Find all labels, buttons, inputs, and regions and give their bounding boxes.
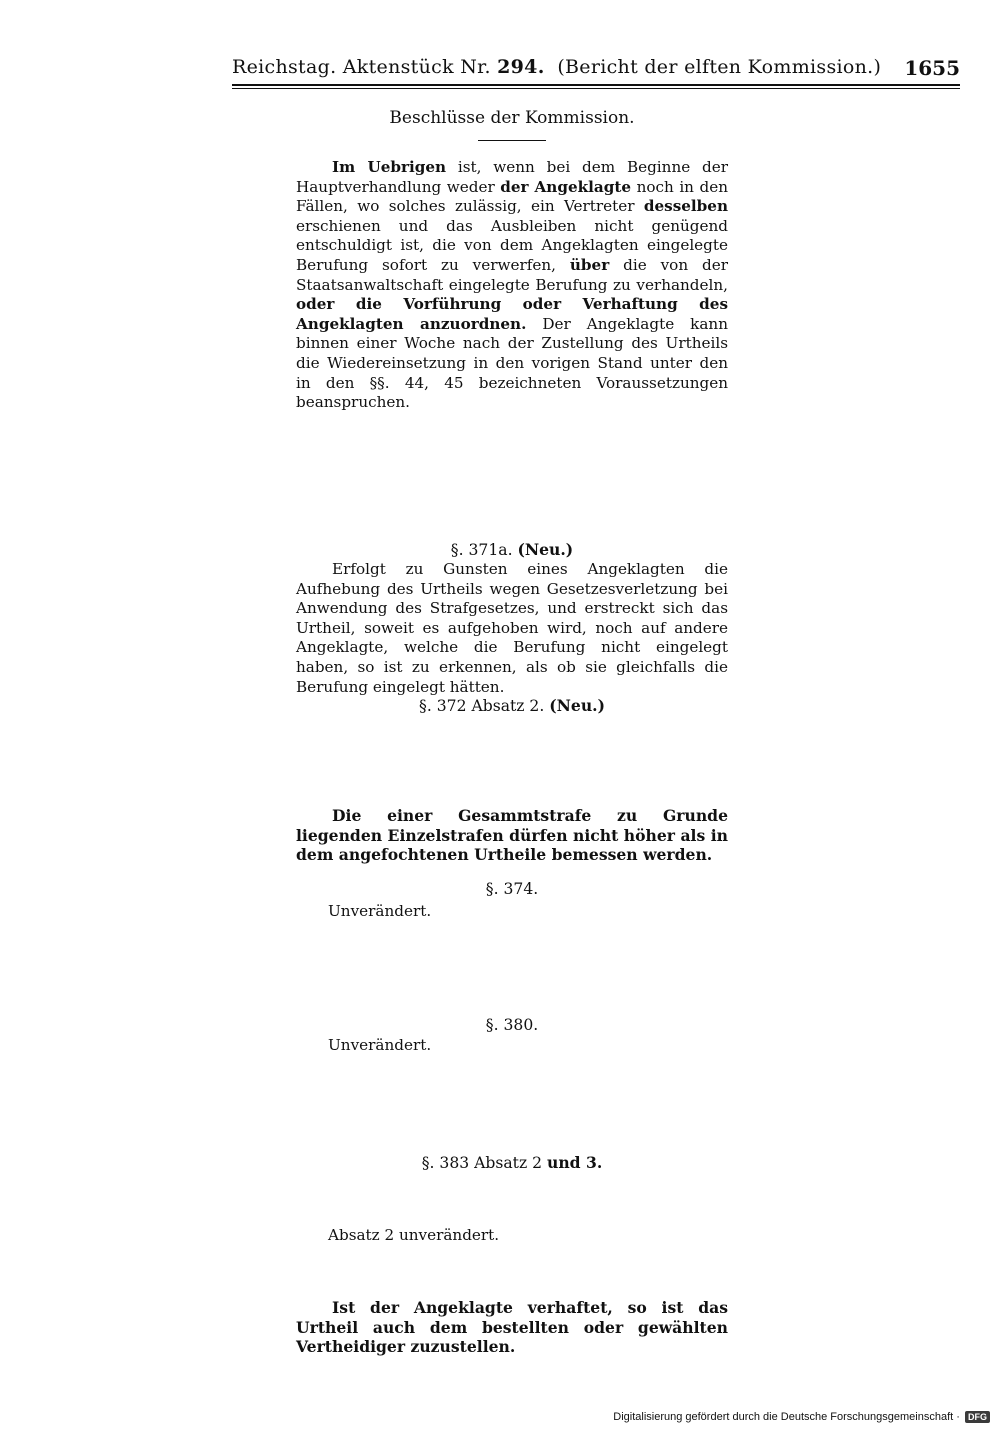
section-number: §. 383 Absatz 2 [421, 1154, 547, 1172]
header-rule-thin [232, 88, 960, 89]
text-run: Der Angeklagte kann binnen einer Woche nach der Zustellung des Urtheils die Wiedereinsetzung in den vorigen Stand unter den in den §§. 44, 45 bezeichneten Voraussetzungen beanspruchen. [296, 314, 728, 412]
bold-run: und 3. [547, 1153, 603, 1172]
section-heading-380: §. 380. [485, 1016, 539, 1034]
text-run: ist, wenn bei dem Beginne der Hauptverhandlung weder [296, 158, 728, 196]
section-number: §. 371a. [450, 541, 518, 559]
paragraph-380: Unverändert. [328, 1036, 432, 1054]
footer-text: Digitalisierung gefördert durch die Deutsche Forschungsgemeinschaft · [613, 1411, 960, 1423]
section-heading-371a [296, 540, 728, 561]
page-number: 1655 [904, 56, 960, 80]
running-title-pre: Reichstag. Aktenstück Nr. [232, 56, 498, 78]
section-heading-372 [296, 696, 728, 717]
running-title-post: (Bericht der elften Kommission.) [557, 56, 882, 78]
section-heading-374: §. 374. [485, 880, 539, 898]
title-rule [478, 140, 546, 141]
document-number: 294. [497, 56, 545, 78]
text-run: noch in den Fällen, wo solches zulässig, ein Vertreter [296, 177, 728, 216]
new-tag: (Neu.) [549, 696, 605, 715]
bold-run: der Angeklagte [500, 177, 632, 196]
section-title: Beschlüsse der Kommission. [389, 108, 635, 128]
digitization-footer [613, 1411, 990, 1423]
paragraph-371a: Erfolgt zu Gunsten eines Angeklagten die Aufhebung des Urtheils wegen Gesetzesverletzung bei Anwendung des Strafgesetzes, und erstreckt sich das Urtheil, soweit es aufgehoben wird, noch auf andere Angeklagte, welche die Berufung nicht eingelegt haben, so ist zu erkennen, als ob sie gleichfalls die Berufung eingelegt hätten. [296, 560, 728, 696]
paragraph-372: Die einer Gesammtstrafe zu Grunde liegenden Einzelstrafen dürfen nicht höher als in dem angefochtenen Urtheile bemessen werden. [296, 806, 728, 865]
section-number: §. 372 Absatz 2. [419, 697, 550, 715]
section-heading-383 [296, 1153, 728, 1174]
paragraph-374: Unverändert. [328, 902, 432, 920]
bold-run: Im Uebrigen [332, 158, 447, 176]
running-title [232, 56, 881, 78]
paragraph-383: Ist der Angeklagte verhaftet, so ist das Urtheil auch dem bestellten oder gewählten Vertheidiger zuzustellen. [296, 1298, 728, 1357]
dfg-logo-icon: DFG [965, 1411, 990, 1423]
running-header [232, 56, 960, 86]
bold-run: über [569, 255, 610, 274]
bold-run: desselben [643, 197, 728, 216]
text-run: die von der Staatsanwaltschaft eingelegte Berufung zu verhandeln, [296, 255, 728, 294]
text-run: erschienen und das Ausbleiben nicht genügend entschuldigt ist, die von dem Angeklagten eingelegte Berufung sofort zu verwerfen, [296, 216, 728, 274]
paragraph-main [296, 158, 728, 413]
new-tag: (Neu.) [517, 540, 574, 559]
paragraph-383-abs2: Absatz 2 unverändert. [328, 1226, 500, 1244]
bold-run: oder die Vorführung oder Verhaftung des Angeklagten anzuordnen. [296, 295, 728, 333]
header-rule [232, 84, 960, 86]
